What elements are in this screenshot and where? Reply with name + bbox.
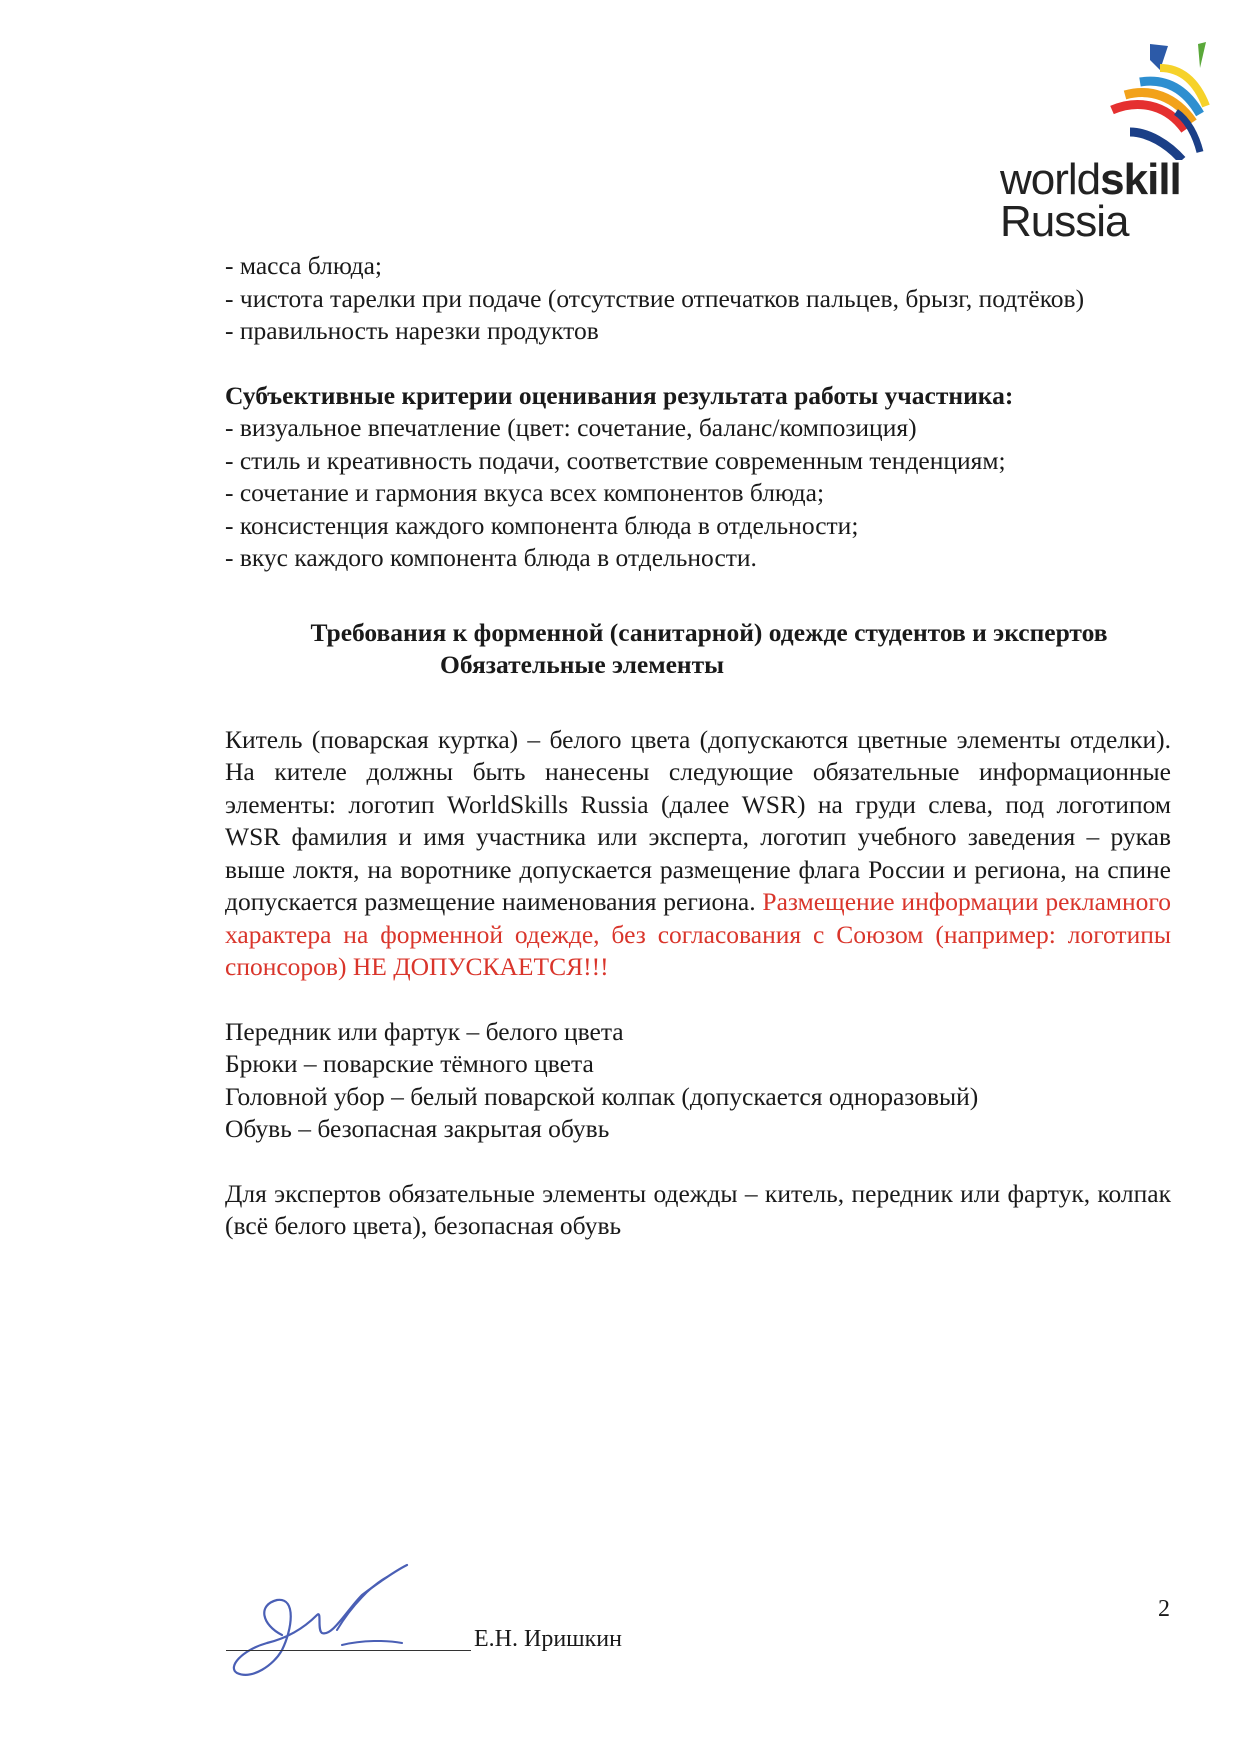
logo-text [1000, 155, 1181, 246]
uniform-section-subtitle: Обязательные элементы [440, 650, 725, 679]
advertising-warning-text: Размещение информации рекламного характера на форменной одежде, без согласования с Союзом (например: логотипы спонсоров) НЕ ДОПУСКАЕТСЯ!!! [225, 887, 1171, 981]
list-item: - консистенция каждого компонента блюда в отдельности; [225, 510, 859, 540]
page-number: 2 [1158, 1596, 1170, 1622]
list-item: - визуальное впечатление (цвет: сочетание, баланс/композиция) [225, 413, 917, 442]
list-item: - стиль и креативность подачи, соответствие современным тенденциям; [225, 445, 1006, 475]
list-item: - сочетание и гармония вкуса всех компонентов блюда; [225, 478, 825, 507]
handwritten-signature [222, 1555, 462, 1685]
signature-line [226, 1650, 471, 1651]
list-item: - вкус каждого компонента блюда в отдельности. [225, 543, 757, 572]
subjective-criteria-heading: Субъективные критерии оценивания результата работы участника: [225, 380, 1014, 410]
logo-line-world-skill: worldskill [1000, 155, 1181, 204]
list-item: Обувь – безопасная закрытая обувь [225, 1114, 610, 1143]
uniform-paragraph [225, 724, 1171, 984]
logo-swoosh-icon [1000, 40, 1210, 160]
signer-name: Е.Н. Иришкин [474, 1626, 622, 1652]
list-item: - правильность нарезки продуктов [225, 316, 599, 345]
uniform-section-title: Требования к форменной (санитарной) одежде студентов и экспертов [310, 617, 1108, 647]
list-item: - чистота тарелки при подаче (отсутствие отпечатков пальцев, брызг, подтёков) [225, 283, 1085, 313]
experts-paragraph: Для экспертов обязательные элементы одежды – китель, передник или фартук, колпак (всё белого цвета), безопасная обувь [225, 1178, 1171, 1240]
list-item: Передник или фартук – белого цвета [225, 1016, 624, 1046]
uniform-main-text: Китель (поварская куртка) – белого цвета (допускаются цветные элементы отделки). На кителе должны быть нанесены следующие обязательные информационные элементы: логотип WorldSkills Russia (далее WSR) на груди слева, под логотипом WSR фамилия и имя участника или эксперта, логотип учебного заведения – рукав выше локтя, на воротнике допускается размещение флага России и региона, на спине допускается размещение наименования региона. [225, 724, 1171, 916]
document-body [225, 250, 1171, 1243]
logo-line-russia: Russia [1000, 197, 1129, 246]
worldskills-russia-logo [1000, 40, 1210, 250]
list-item: Брюки – поварские тёмного цвета [225, 1049, 594, 1078]
list-item: - масса блюда; [225, 251, 382, 280]
list-item: Головной убор – белый поварской колпак (допускается одноразовый) [225, 1081, 979, 1111]
